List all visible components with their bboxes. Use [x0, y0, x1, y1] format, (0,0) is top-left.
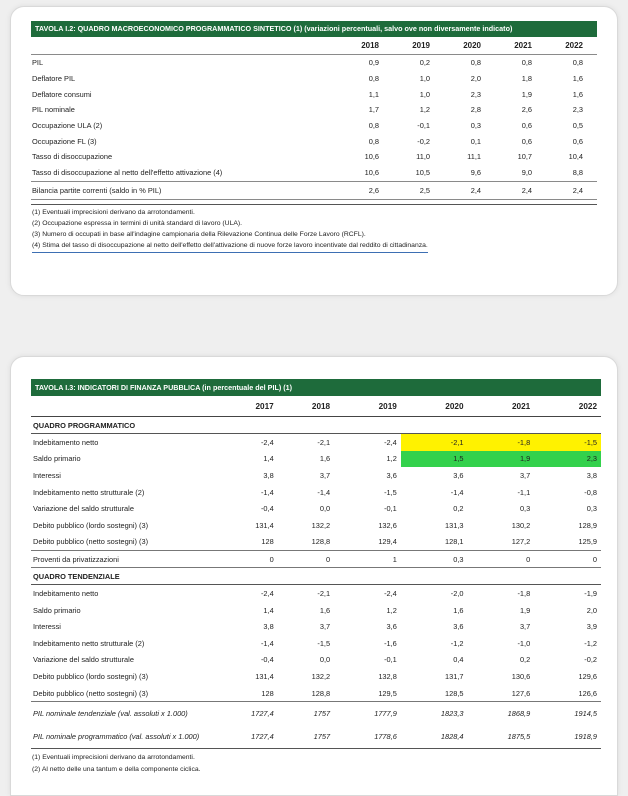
cell-value: -1,4	[260, 487, 274, 497]
cell-value: 11,1	[467, 152, 481, 162]
cell-value: 3,7	[519, 470, 531, 480]
cell-value: 11,0	[416, 152, 430, 162]
cell-value: 2,6	[342, 181, 393, 199]
table-row	[31, 55, 597, 71]
cell-value: 1,0	[419, 74, 430, 84]
cell-value: 8,8	[572, 168, 583, 178]
cell-value: 132,2	[311, 671, 331, 681]
cell-value: 0,2	[519, 655, 531, 665]
cell-value: 0,8	[521, 58, 532, 68]
table-row	[31, 585, 601, 602]
year-header: 2021	[468, 396, 535, 417]
cell-value: -2,1	[401, 434, 468, 451]
table-title: TAVOLA I.3: INDICATORI DI FINANZA PUBBLICA (in percentuale del PIL) (1)	[31, 379, 601, 396]
cell-value: 3,8	[263, 622, 274, 632]
cell-value: 1918,9	[574, 731, 597, 741]
footnote: (2) Al netto delle una tantum e della componente ciclica.	[32, 765, 201, 773]
table-row	[31, 618, 601, 635]
footnote: (2) Occupazione espressa in termini di unità standard di lavoro (ULA).	[32, 219, 243, 227]
row-label: PIL nominale	[32, 105, 75, 115]
cell-value: -1,5	[384, 487, 397, 497]
cell-value: 3,6	[386, 622, 397, 632]
cell-value: 128,5	[445, 688, 464, 698]
table-row	[31, 500, 601, 517]
cell-value: 3,7	[319, 470, 331, 480]
cell-value: -1,4	[450, 487, 464, 497]
cell-value: 1,7	[368, 105, 379, 115]
year-header: 2020	[444, 37, 495, 55]
cell-value: 1	[334, 551, 401, 568]
cell-value: -2,0	[450, 588, 464, 598]
cell-value: 1,4	[263, 605, 274, 615]
cell-value: 0,8	[572, 58, 583, 68]
row-label: Tasso di disoccupazione	[32, 152, 113, 162]
cell-value: 1828,4	[440, 731, 464, 741]
cell-value: 10,6	[364, 168, 379, 178]
cell-value: 2,0	[586, 605, 597, 615]
cell-value: 0,3	[401, 551, 468, 568]
table-row	[31, 702, 601, 726]
cell-value: 2,6	[521, 105, 532, 115]
table-row	[31, 635, 601, 652]
row-label: Indebitamento netto strutturale (2)	[33, 487, 145, 497]
cell-value: 128,1	[445, 537, 464, 547]
cell-value: 131,4	[255, 671, 274, 681]
cell-value: -1,8	[517, 588, 531, 598]
table-row	[31, 118, 597, 134]
cell-value: 10,4	[568, 152, 583, 162]
cell-value: -1,6	[384, 638, 397, 648]
footnotes	[31, 204, 597, 253]
row-label: Deflatore consumi	[32, 89, 92, 99]
cell-value: 9,6	[470, 168, 481, 178]
cell-value: 2,3	[534, 451, 601, 468]
cell-value: 3,9	[586, 622, 597, 632]
cell-value: -1,0	[517, 638, 531, 648]
data-table	[31, 396, 601, 748]
cell-value: -2,1	[317, 588, 331, 598]
cell-value: 3,7	[319, 622, 331, 632]
cell-value: 1,8	[521, 74, 532, 84]
year-header: 2019	[334, 396, 401, 417]
cell-value: -2,4	[260, 437, 274, 447]
cell-value: -0,2	[584, 655, 597, 665]
cell-value: 1757	[313, 731, 331, 741]
section-header	[31, 417, 601, 434]
cell-value: 132,2	[311, 520, 331, 530]
cell-value: 0,0	[319, 655, 331, 665]
cell-value: -0,1	[384, 504, 397, 514]
cell-value: 0	[278, 551, 334, 568]
cell-value: 0,1	[470, 136, 481, 146]
cell-value: 1,2	[386, 605, 397, 615]
cell-value: 1868,9	[468, 702, 535, 726]
section-title: QUADRO PROGRAMMATICO	[31, 417, 601, 434]
table-row	[31, 668, 601, 685]
footnote: (1) Eventuali imprecisioni derivano da arrotondamenti.	[32, 208, 195, 216]
cell-value: -1,4	[317, 487, 331, 497]
cell-value: 128,8	[311, 537, 331, 547]
year-header: 2021	[495, 37, 546, 55]
table-row	[31, 467, 601, 484]
table-row	[31, 133, 597, 149]
table-row	[31, 434, 601, 451]
cell-value: 0,9	[368, 58, 379, 68]
row-label: Saldo primario	[33, 605, 81, 615]
cell-value: 0,8	[470, 58, 481, 68]
cell-value: 0	[468, 551, 535, 568]
cell-value: 1777,9	[334, 702, 401, 726]
cell-value: 130,2	[511, 520, 531, 530]
cell-value: 1727,4	[251, 731, 274, 741]
row-label: Debito pubblico (lordo sostegni) (3)	[33, 671, 149, 681]
cell-value: 1778,6	[374, 731, 397, 741]
table-row	[31, 451, 601, 468]
cell-value: 2,5	[393, 181, 444, 199]
cell-value: 1727,4	[211, 702, 278, 726]
table-row	[31, 71, 597, 87]
cell-value: -0,4	[260, 504, 274, 514]
cell-value: 1,9	[521, 89, 532, 99]
table-row	[31, 652, 601, 669]
header-row	[31, 37, 597, 55]
cell-value: -1,5	[317, 638, 331, 648]
table-row	[31, 149, 597, 165]
table-row	[31, 602, 601, 619]
row-label: Occupazione FL (3)	[32, 136, 97, 146]
year-header: 2019	[393, 37, 444, 55]
cell-value: 131,7	[445, 671, 464, 681]
cell-value: 0,2	[453, 504, 464, 514]
cell-value: 1,6	[319, 454, 331, 464]
section-title: QUADRO TENDENZIALE	[31, 568, 601, 585]
footnotes	[31, 748, 601, 775]
table-row	[31, 551, 601, 568]
cell-value: 0,4	[453, 655, 464, 665]
cell-value: 0,8	[368, 121, 379, 131]
cell-value: -0,1	[417, 121, 430, 131]
cell-value: 9,0	[521, 168, 532, 178]
cell-value: 1,2	[386, 454, 397, 464]
cell-value: 0,6	[572, 136, 583, 146]
cell-value: 129,6	[578, 671, 597, 681]
cell-value: 3,6	[453, 470, 464, 480]
row-label: Deflatore PIL	[32, 74, 76, 84]
cell-value: 3,8	[263, 470, 274, 480]
cell-value: 3,7	[519, 622, 531, 632]
year-header: 2017	[211, 396, 278, 417]
table-macro	[31, 21, 597, 253]
cell-value: 130,6	[511, 671, 531, 681]
row-label: Indebitamento netto strutturale (2)	[33, 638, 145, 648]
cell-value: 1,5	[401, 451, 468, 468]
cell-value: 1,6	[319, 605, 331, 615]
cell-value: 2,0	[470, 74, 481, 84]
cell-value: 0,3	[519, 504, 531, 514]
row-label: Indebitamento netto	[33, 588, 99, 598]
row-label: Variazione del saldo strutturale	[33, 504, 134, 514]
footnote: (4) Stima del tasso di disoccupazione al netto dell'effetto dell'attivazione di nuove forze lavoro incentivate dal reddito di cittadinanza.	[32, 240, 428, 252]
table-card-1	[10, 6, 618, 296]
cell-value: -1,9	[584, 588, 597, 598]
cell-value: 127,6	[511, 688, 531, 698]
footnote: (1) Eventuali imprecisioni derivano da arrotondamenti.	[32, 754, 195, 762]
row-label: Indebitamento netto	[33, 437, 99, 447]
row-label: Proventi da privatizzazioni	[31, 551, 211, 568]
cell-value: 1,9	[468, 451, 535, 468]
table-row	[31, 484, 601, 501]
cell-value: -0,8	[584, 487, 597, 497]
table-row	[31, 517, 601, 534]
section-header	[31, 568, 601, 585]
cell-value: 1875,5	[507, 731, 531, 741]
cell-value: 1,6	[453, 605, 464, 615]
cell-value: -0,2	[417, 136, 430, 146]
cell-value: 0	[534, 551, 601, 568]
cell-value: 131,4	[255, 520, 274, 530]
cell-value: -1,1	[517, 487, 531, 497]
cell-value: 2,3	[470, 89, 481, 99]
cell-value: 0,3	[586, 504, 597, 514]
row-label: Interessi	[33, 470, 61, 480]
year-header: 2018	[342, 37, 393, 55]
cell-value: 128	[261, 688, 274, 698]
cell-value: 0,6	[521, 136, 532, 146]
row-label: Bilancia partite correnti (saldo in % PIL)	[31, 181, 342, 199]
cell-value: 0,0	[319, 504, 331, 514]
cell-value: -0,1	[384, 655, 397, 665]
cell-value: 0	[211, 551, 278, 568]
cell-value: 1,0	[419, 89, 430, 99]
table-row	[31, 86, 597, 102]
row-label: Occupazione ULA (2)	[32, 121, 103, 131]
cell-value: 0,8	[368, 74, 379, 84]
cell-value: 128	[261, 537, 274, 547]
cell-value: 132,8	[378, 671, 397, 681]
cell-value: 0,2	[419, 58, 430, 68]
cell-value: 3,6	[386, 470, 397, 480]
cell-value: -0,4	[260, 655, 274, 665]
cell-value: 2,4	[546, 181, 597, 199]
cell-value: 128,8	[311, 688, 331, 698]
row-label: Saldo primario	[33, 454, 81, 464]
row-label: Debito pubblico (lordo sostegni) (3)	[33, 520, 149, 530]
cell-value: 1,9	[519, 605, 531, 615]
row-label: Interessi	[33, 622, 61, 632]
cell-value: -1,2	[450, 638, 464, 648]
header-row	[31, 396, 601, 417]
cell-value: 125,9	[578, 537, 597, 547]
table-row	[31, 685, 601, 702]
cell-value: -1,4	[260, 638, 274, 648]
row-label: Variazione del saldo strutturale	[33, 655, 134, 665]
cell-value: 1914,5	[534, 702, 601, 726]
cell-value: -1,2	[584, 638, 597, 648]
table-card-2	[10, 356, 618, 796]
cell-value: 132,6	[378, 520, 397, 530]
year-header: 2018	[278, 396, 334, 417]
cell-value: 1,6	[572, 74, 583, 84]
cell-value: 2,4	[495, 181, 546, 199]
data-table	[31, 37, 597, 200]
row-label: PIL	[32, 58, 44, 68]
cell-value: -2,1	[317, 437, 331, 447]
year-header: 2022	[546, 37, 597, 55]
cell-value: 127,2	[511, 537, 531, 547]
cell-value: 2,8	[470, 105, 481, 115]
table-public-finance	[31, 379, 601, 775]
cell-value: 2,3	[572, 105, 583, 115]
cell-value: 0,3	[470, 121, 481, 131]
row-label: PIL nominale tendenziale (val. assoluti x 1.000)	[31, 702, 211, 726]
cell-value: 1,4	[263, 454, 274, 464]
cell-value: 129,4	[378, 537, 397, 547]
cell-value: 0,6	[521, 121, 532, 131]
table-row	[31, 165, 597, 181]
table-row	[31, 102, 597, 118]
cell-value: 3,6	[453, 622, 464, 632]
cell-value: 126,6	[578, 688, 597, 698]
row-label: PIL nominale programmatico (val. assoluti x 1.000)	[33, 731, 200, 741]
cell-value: 10,7	[517, 152, 532, 162]
cell-value: 2,4	[444, 181, 495, 199]
cell-value: -2,4	[384, 437, 397, 447]
cell-value: 3,8	[586, 470, 597, 480]
cell-value: -1,8	[468, 434, 535, 451]
cell-value: 129,5	[378, 688, 397, 698]
table-row	[31, 181, 597, 199]
cell-value: 1,1	[368, 89, 379, 99]
row-label: Tasso di disoccupazione al netto dell'effetto attivazione (4)	[32, 168, 223, 178]
cell-value: 1,6	[572, 89, 583, 99]
cell-value: -2,4	[384, 588, 397, 598]
cell-value: 1757	[278, 702, 334, 726]
cell-value: -2,4	[260, 588, 274, 598]
cell-value: 1,2	[419, 105, 430, 115]
footnote: (3) Numero di occupati in base all'indagine campionaria della Rilevazione Continua delle Forze Lavoro (RCFL).	[32, 231, 366, 239]
year-header: 2020	[401, 396, 468, 417]
table-row	[31, 534, 601, 551]
cell-value: 128,9	[578, 520, 597, 530]
row-label: Debito pubblico (netto sostegni) (3)	[33, 688, 149, 698]
cell-value: 0,8	[368, 136, 379, 146]
year-header: 2022	[534, 396, 601, 417]
table-title: TAVOLA I.2: QUADRO MACROECONOMICO PROGRAMMATICO SINTETICO (1) (variazioni percentuali, salvo ove non diversamente indicato)	[31, 21, 597, 37]
cell-value: 131,3	[445, 520, 464, 530]
cell-value: 0,5	[572, 121, 583, 131]
cell-value: -1,5	[534, 434, 601, 451]
table-row	[31, 725, 601, 748]
cell-value: 10,6	[364, 152, 379, 162]
cell-value: 1823,3	[401, 702, 468, 726]
row-label: Debito pubblico (netto sostegni) (3)	[33, 537, 149, 547]
cell-value: 10,5	[415, 168, 430, 178]
